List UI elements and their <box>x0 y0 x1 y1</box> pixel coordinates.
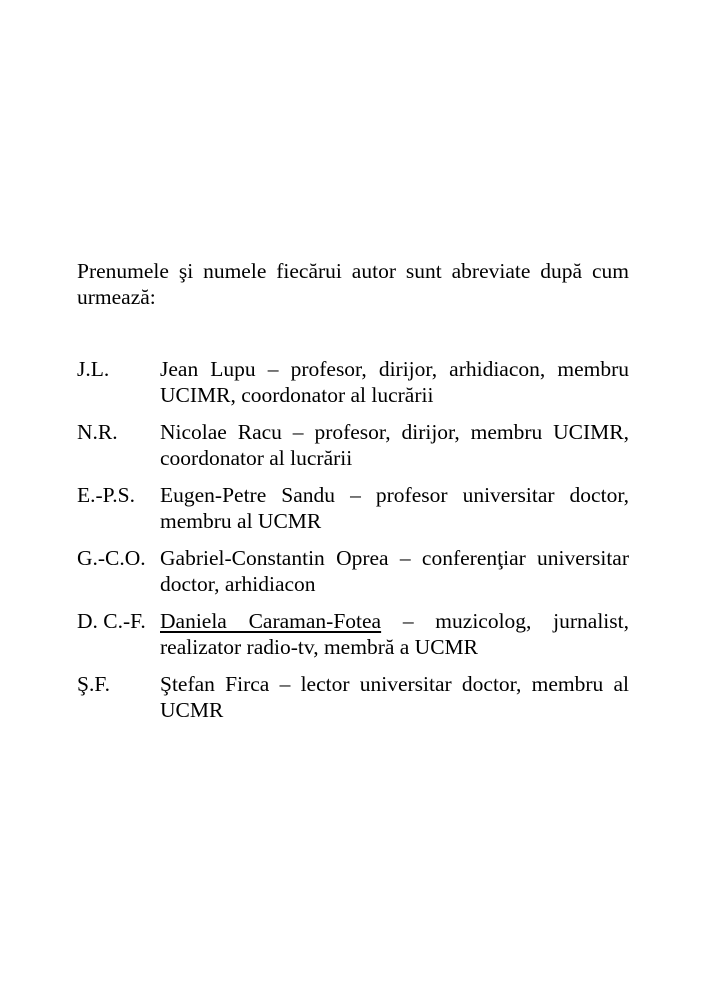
author-description <box>160 419 629 471</box>
author-abbreviation: E.-P.S. <box>77 483 135 507</box>
author-name: Ştefan Firca <box>160 672 270 696</box>
author-name-link[interactable]: Daniela Caraman-Fotea <box>160 609 382 633</box>
author-role: – profesor, dirijor, membru UCIMR, coordonator al lucrării <box>160 420 630 470</box>
author-entry <box>77 356 629 408</box>
author-description <box>160 608 629 660</box>
author-role: – muzicolog, jurnalist, realizator radio-tv, membră a UCMR <box>160 609 629 659</box>
author-entry <box>77 608 629 660</box>
author-entry <box>77 545 629 597</box>
intro-paragraph: Prenumele şi numele fiecărui autor sunt abreviate după cum urmează: <box>77 259 629 309</box>
author-abbreviation: Ş.F. <box>77 672 110 696</box>
author-role: – profesor universitar doctor, membru al UCMR <box>160 483 629 533</box>
author-role: – lector universitar doctor, membru al UCMR <box>160 672 629 722</box>
author-abbreviation: G.-C.O. <box>77 546 146 570</box>
author-abbreviation: J.L. <box>77 357 110 381</box>
author-list <box>77 356 629 723</box>
author-description <box>160 356 629 408</box>
author-entry <box>77 482 629 534</box>
author-name: Nicolae Racu <box>160 420 282 444</box>
author-description <box>160 671 629 723</box>
author-abbreviation: N.R. <box>77 420 118 444</box>
author-role: – profesor, dirijor, arhidiacon, membru UCIMR, coordonator al lucrării <box>160 357 629 407</box>
author-description <box>160 482 629 534</box>
author-entry <box>77 419 629 471</box>
author-description <box>160 545 629 597</box>
author-role: – conferenţiar universitar doctor, arhidiacon <box>160 546 629 596</box>
author-abbreviation: D. C.-F. <box>77 609 146 633</box>
author-name: Jean Lupu <box>160 357 256 381</box>
document-page <box>77 258 629 734</box>
author-name: Gabriel-Constantin Oprea <box>160 546 389 570</box>
author-name: Eugen-Petre Sandu <box>160 483 336 507</box>
author-entry <box>77 671 629 723</box>
